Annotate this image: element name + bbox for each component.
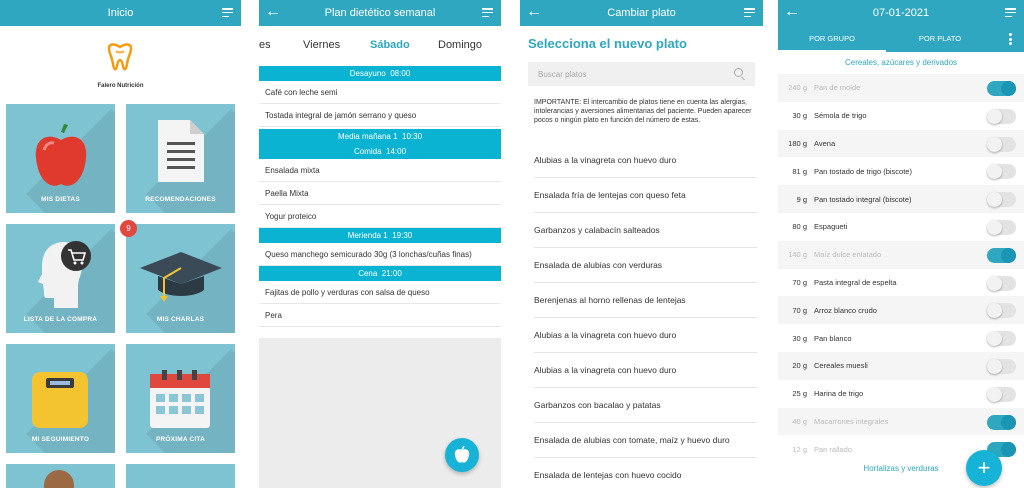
food-grams: 12 g: [792, 444, 807, 454]
food-row: [778, 241, 1024, 269]
food-name: Pan tostado integral (biscote): [814, 194, 912, 204]
food-name: Espagueti: [814, 222, 848, 232]
notification-badge: 9: [120, 220, 137, 237]
food-name: Sémola de trigo: [814, 111, 867, 121]
back-arrow-icon[interactable]: ←: [526, 3, 542, 20]
tile-label: MIS DIETAS: [41, 196, 80, 203]
graduation-cap-icon: [138, 250, 224, 306]
toggle-switch[interactable]: [987, 415, 1016, 430]
page-title: Inicio: [107, 7, 134, 19]
tab-domingo[interactable]: Domingo: [438, 39, 483, 51]
list-item[interactable]: Alubias a la vinagreta con huevo duro: [520, 143, 763, 178]
toggle-switch[interactable]: [987, 137, 1016, 152]
menu-icon[interactable]: [744, 8, 755, 17]
more-vert-icon[interactable]: [1009, 33, 1012, 45]
tile-mi-seguimiento[interactable]: [6, 344, 115, 453]
food-grams: 25 g: [792, 389, 807, 399]
list-item[interactable]: Garbanzos y calabacín salteados: [520, 213, 763, 248]
food-row: [778, 352, 1024, 380]
group-tabs: [778, 26, 1024, 52]
meal-header: Desayuno 08:00: [259, 66, 501, 81]
menu-icon[interactable]: [222, 8, 233, 17]
meal-header: Cena 21:00: [259, 266, 501, 281]
tab-sabado[interactable]: Sábado: [370, 39, 410, 51]
food-name: Pan rallado: [814, 444, 852, 454]
food-name: Macarrones integrales: [814, 416, 889, 426]
toggle-switch[interactable]: [987, 359, 1016, 374]
food-name: Maíz dulce enlatado: [814, 250, 882, 260]
list-item[interactable]: Alubias a la vinagreta con huevo duro: [520, 318, 763, 353]
food-name: Cereales muesli: [814, 361, 868, 371]
tile-more-2[interactable]: [126, 464, 235, 488]
tile-label: MI SEGUIMIENTO: [31, 436, 90, 443]
list-item[interactable]: Ensalada de alubias con tomate, maíz y huevo duro: [520, 423, 763, 458]
toggle-switch[interactable]: [987, 248, 1016, 263]
section-heading: Selecciona el nuevo plato: [528, 36, 687, 51]
food-grams: 80 g: [792, 222, 807, 232]
toggle-switch[interactable]: [987, 81, 1016, 96]
meal-header: Media mañana 1 10:30: [259, 129, 501, 144]
list-item[interactable]: Ensalada de alubias con verduras: [520, 248, 763, 283]
tile-label: LISTA DE LA COMPRA: [23, 316, 98, 323]
calendar-icon: [150, 370, 210, 428]
apple-icon: [454, 446, 470, 464]
food-grams: 70 g: [792, 277, 807, 287]
food-name: Pan blanco: [814, 333, 852, 343]
food-row: [778, 296, 1024, 324]
dish-row[interactable]: Paella Mixta: [259, 182, 501, 205]
food-grams: 70 g: [792, 305, 807, 315]
dish-row[interactable]: Queso manchego semicurado 30g (3 lonchas/cuñas finas): [259, 243, 501, 266]
food-row: [778, 102, 1024, 130]
toggle-switch[interactable]: [987, 109, 1016, 124]
document-icon: [158, 120, 204, 182]
tile-label: RECOMENDACIONES: [145, 196, 216, 203]
food-row: [778, 213, 1024, 241]
dish-row[interactable]: Pera: [259, 304, 501, 327]
head-cart-icon: [36, 236, 92, 310]
food-grams: 20 g: [792, 361, 807, 371]
dish-row[interactable]: Yogur proteico: [259, 205, 501, 228]
meal-list: [259, 66, 501, 327]
dish-row[interactable]: Ensalada mixta: [259, 159, 501, 182]
page-title: Plan dietético semanal: [324, 7, 436, 19]
food-row: [778, 408, 1024, 436]
day-tabs: [259, 26, 501, 64]
meal-header: Comida 14:00: [259, 144, 501, 159]
food-grams: 30 g: [792, 111, 807, 121]
food-row: [778, 269, 1024, 297]
toggle-switch[interactable]: [987, 387, 1016, 402]
dish-row[interactable]: Tostada integral de jamón serrano y queso: [259, 104, 501, 127]
tooth-logo-icon: [104, 42, 136, 74]
list-item[interactable]: Ensalada fría de lentejas con queso feta: [520, 178, 763, 213]
food-name: Pan de molde: [814, 83, 861, 93]
logo-text: Falero Nutrición: [97, 83, 144, 89]
food-grams: 140 g: [788, 250, 807, 260]
tile-mis-charlas[interactable]: [126, 224, 235, 333]
change-dish-screen: [520, 0, 763, 488]
toggle-switch[interactable]: [987, 331, 1016, 346]
app-bar: [259, 0, 501, 26]
home-screen: [0, 0, 241, 488]
page-title: 07-01-2021: [872, 7, 930, 19]
food-row: [778, 185, 1024, 213]
food-row: [778, 130, 1024, 158]
apple-icon: [34, 124, 88, 192]
search-field[interactable]: [528, 62, 755, 86]
food-exchange-screen: [778, 0, 1024, 488]
toggle-switch[interactable]: [987, 303, 1016, 318]
food-name: Pasta integral de espelta: [814, 277, 897, 287]
tab-viernes[interactable]: Viernes: [303, 39, 341, 51]
tab-por-plato[interactable]: POR PLATO: [918, 34, 962, 43]
back-arrow-icon[interactable]: ←: [784, 3, 800, 20]
food-name: Pan tostado de trigo (biscote): [814, 166, 912, 176]
tile-label: PRÓXIMA CITA: [156, 436, 205, 443]
tile-lista-compra[interactable]: [6, 224, 115, 333]
scale-icon: [32, 372, 88, 428]
tile-proxima-cita[interactable]: [126, 344, 235, 453]
food-grams: 180 g: [788, 138, 807, 148]
logo: [0, 26, 241, 104]
tile-mis-dietas[interactable]: [6, 104, 115, 213]
food-list: [778, 74, 1024, 463]
app-bar: [520, 0, 763, 26]
toggle-switch[interactable]: [987, 220, 1016, 235]
food-row: [778, 324, 1024, 352]
food-name: Arroz blanco crudo: [814, 305, 877, 315]
meal-header: Merienda 1 19:30: [259, 228, 501, 243]
dish-row[interactable]: Fajitas de pollo y verduras con salsa de queso: [259, 281, 501, 304]
back-arrow-icon[interactable]: ←: [265, 3, 281, 20]
list-item[interactable]: Garbanzos con bacalao y patatas: [520, 388, 763, 423]
menu-icon[interactable]: [1005, 8, 1016, 17]
tab-day-partial[interactable]: es: [259, 39, 271, 51]
tile-more-1[interactable]: [6, 464, 115, 488]
tile-label: MIS CHARLAS: [156, 316, 205, 323]
page-title: Cambiar plato: [607, 7, 676, 19]
app-bar: [778, 0, 1024, 26]
food-grams: 40 g: [792, 416, 807, 426]
list-item[interactable]: Ensalada de lentejas con huevo cocido: [520, 458, 763, 488]
plate-list: [520, 143, 763, 488]
food-name: Avena: [814, 138, 836, 148]
next-category-header: Hortalizas y verduras: [863, 464, 939, 473]
menu-icon[interactable]: [482, 8, 493, 17]
weekly-plan-screen: [259, 0, 501, 488]
list-item[interactable]: Berenjenas al horno rellenas de lentejas: [520, 283, 763, 318]
category-header: Cereales, azúcares y derivados: [844, 58, 958, 67]
food-grams: 240 g: [788, 83, 807, 93]
toggle-switch[interactable]: [987, 276, 1016, 291]
food-row: [778, 380, 1024, 408]
food-row: [778, 74, 1024, 102]
apple-fab-button[interactable]: [445, 438, 479, 472]
add-button[interactable]: +: [966, 450, 1002, 486]
list-item[interactable]: Alubias a la vinagreta con huevo duro: [520, 353, 763, 388]
food-grams: 9 g: [796, 194, 807, 204]
food-grams: 30 g: [792, 333, 807, 343]
toggle-switch[interactable]: [987, 164, 1016, 179]
dish-row[interactable]: Café con leche semi: [259, 81, 501, 104]
tab-por-grupo[interactable]: POR GRUPO: [778, 26, 886, 52]
search-icon[interactable]: [734, 68, 743, 77]
food-row: [778, 157, 1024, 185]
search-placeholder: Buscar platos: [538, 69, 587, 79]
toggle-switch[interactable]: [987, 192, 1016, 207]
food-name: Harina de trigo: [814, 389, 864, 399]
food-grams: 81 g: [792, 166, 807, 176]
important-note: IMPORTANTE: El intercambio de platos tiene en cuenta las alergias, intolerancias y aversiones alimentarias del paciente. Pueden aparecer pocos o ningún plato en función del número de estas.: [534, 99, 752, 124]
app-bar: [0, 0, 241, 26]
tile-recomendaciones[interactable]: [126, 104, 235, 213]
